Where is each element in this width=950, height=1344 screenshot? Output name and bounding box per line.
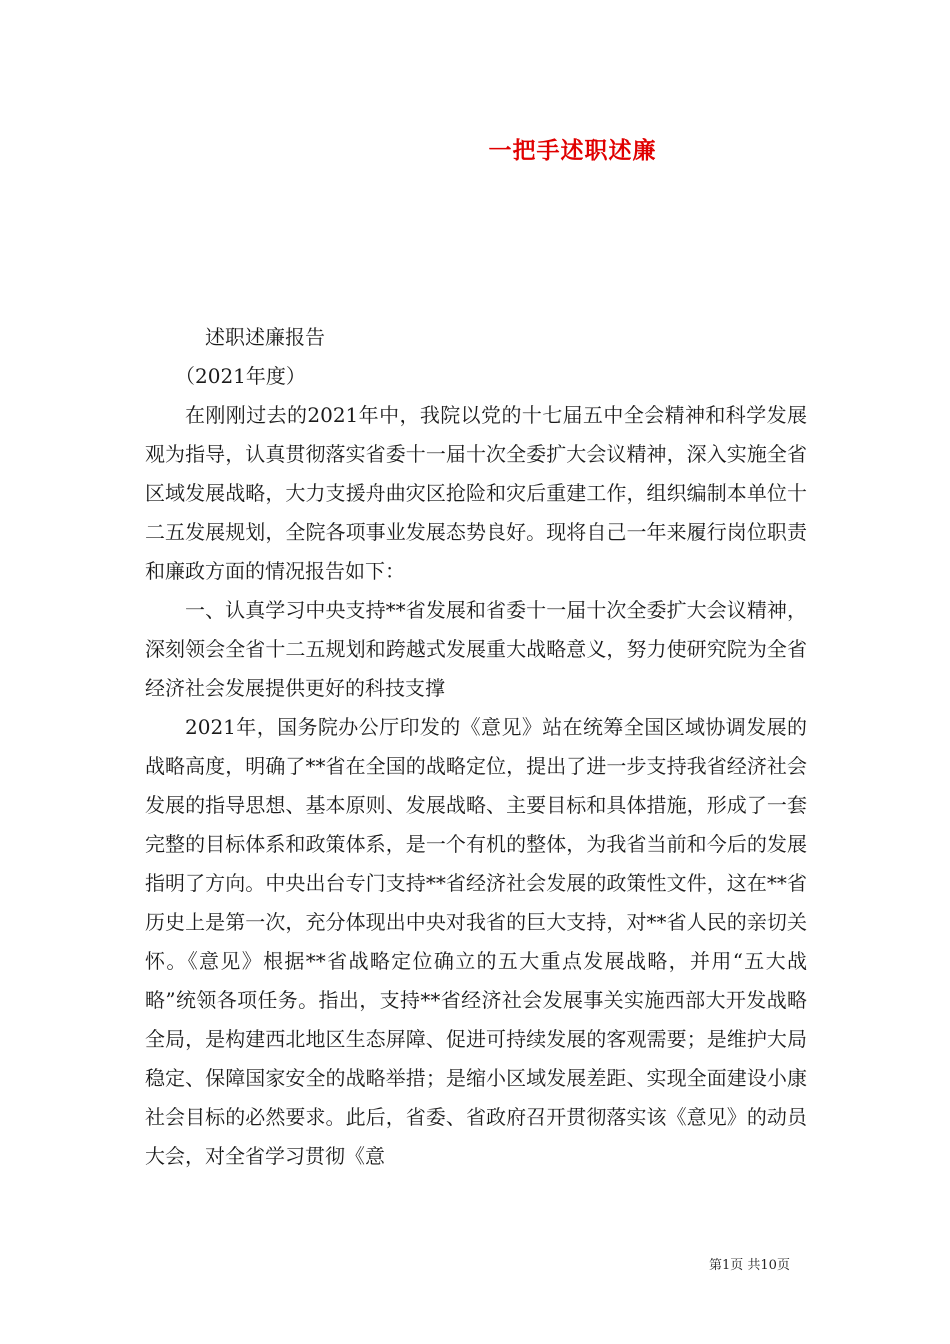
paragraph: 2021年，国务院办公厅印发的《意见》站在统筹全国区域协调发展的战略高度，明确了**省在全国的战略定位，提出了进一步支持我省经济社会发展的指导思想、基本原则、发展战略、主要目标和具体措施，形成了一套完整的目标体系和政策体系，是一个有机的整体，为我省当前和今后的发展指明了方向。中央出台专门支持**省经济社会发展的政策性文件，这在**省历史上是第一次，充分体现出中央对我省的巨大支持，对**省人民的亲切关怀。《意见》根据**省战略定位确立的五大重点发展战略，并用“五大战略”统领各项任务。指出，支持**省经济社会发展事关实施西部大开发战略全局，是构建西北地区生态屏障、促进可持续发展的客观需要；是维护大局稳定、保障国家安全的战略举措；是缩小区域发展差距、实现全面建设小康社会目标的必然要求。此后，省委、省政府召开贯彻落实该《意见》的动员大会，对全省学习贯彻《意 xyxy=(145,715,807,1168)
paragraph: 在刚刚过去的2021年中，我院以党的十七届五中全会精神和科学发展观为指导，认真贯彻落实省委十一届十次全委扩大会议精神，深入实施全省区域发展战略，大力支援舟曲灾区抢险和灾后重建工作，组织编制本单位十二五发展规划，全院各项事业发展态势良好。现将自己一年来履行岗位职责和廉政方面的情况报告如下： xyxy=(145,403,807,583)
document-body xyxy=(145,318,807,1176)
document-title: 一把手述职述廉 xyxy=(488,137,657,164)
section-heading: 一、认真学习中央支持**省发展和省委十一届十次全委扩大会议精神，深刻领会全省十二五规划和跨越式发展重大战略意义，努力使研究院为全省经济社会发展提供更好的科技支撑 xyxy=(145,598,807,700)
page-number-footer: 第1页 共10页 xyxy=(709,1258,790,1273)
report-year: （2021年度） xyxy=(175,364,306,388)
report-title: 述职述廉报告 xyxy=(205,325,325,349)
